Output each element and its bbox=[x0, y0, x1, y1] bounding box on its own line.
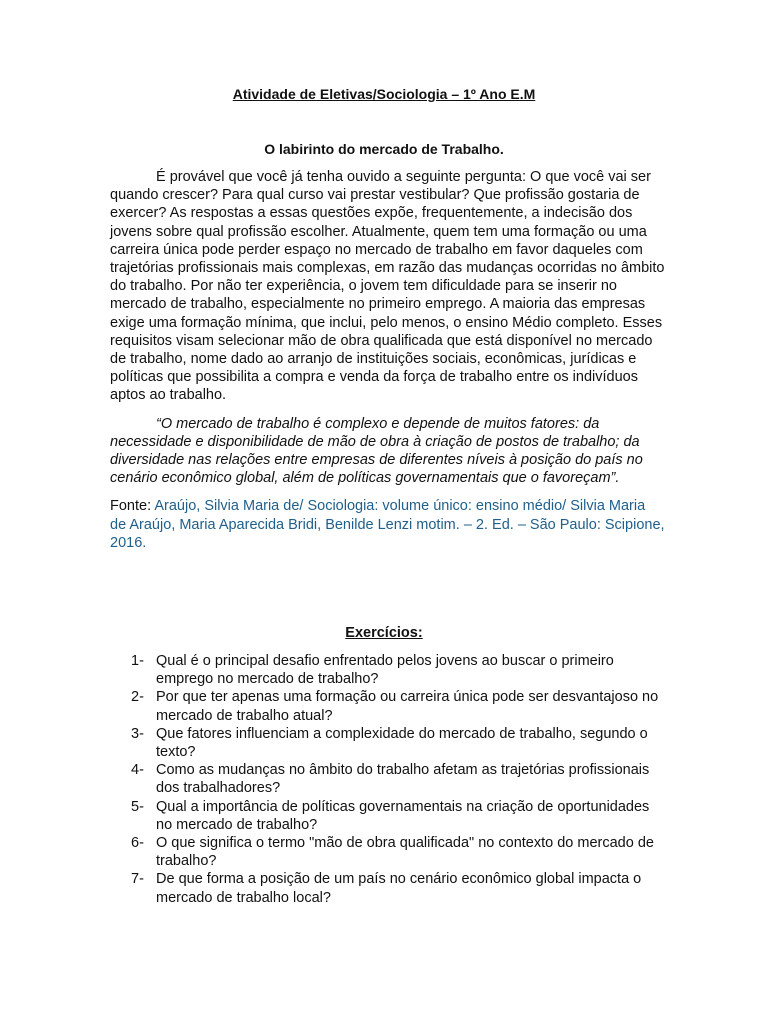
exercise-text: Por que ter apenas uma formação ou carreira única pode ser desvantajoso no mercado de trabalho atual? bbox=[156, 689, 659, 724]
quote-paragraph: “O mercado de trabalho é complexo e depende de muitos fatores: da necessidade e disponibilidade de mão de obra à criação de postos de trabalho; da diversidade nas relações entre empresas de diferentes níveis à posição do país no cenário econômico global, além de políticas governamentais que o favoreçam”. bbox=[110, 415, 643, 487]
exercise-item bbox=[110, 870, 665, 906]
exercise-number: 7- bbox=[131, 871, 144, 888]
exercise-number: 6- bbox=[131, 835, 144, 852]
exercises-list bbox=[110, 652, 665, 907]
exercise-text: Que fatores influenciam a complexidade do mercado de trabalho, segundo o texto? bbox=[156, 725, 648, 761]
exercises-title: Exercícios: bbox=[345, 625, 423, 641]
text-title: O labirinto do mercado de Trabalho. bbox=[264, 141, 504, 157]
exercise-number: 4- bbox=[131, 762, 144, 779]
exercise-number: 3- bbox=[131, 725, 144, 742]
exercise-item bbox=[110, 652, 665, 688]
source-end: . bbox=[142, 534, 147, 551]
exercise-text: O que significa o termo "mão de obra qualificada" no contexto do mercado de trabalho? bbox=[156, 835, 654, 870]
exercise-item bbox=[110, 725, 665, 761]
exercise-number: 1- bbox=[131, 653, 144, 669]
exercise-item bbox=[110, 688, 665, 724]
exercise-item bbox=[110, 761, 665, 797]
exercise-item bbox=[110, 834, 665, 870]
exercise-item bbox=[110, 798, 665, 834]
source-label: Fonte: bbox=[110, 498, 152, 515]
exercise-text: Qual é o principal desafio enfrentado pelos jovens ao buscar o primeiro emprego no mercado de trabalho? bbox=[156, 653, 614, 688]
exercise-number: 2- bbox=[131, 689, 144, 706]
exercise-text: Como as mudanças no âmbito do trabalho afetam as trajetórias profissionais dos trabalhadores? bbox=[156, 762, 650, 797]
main-paragraph: É provável que você já tenha ouvido a seguinte pergunta: O que você vai ser quando crescer? Para qual curso vai prestar vestibular? Que profissão gostaria de exercer? As respostas a essas questões expõe, frequentemente, a indecisão dos jovens sobre qual profissão escolher. Atualmente, quem tem uma formação ou uma carreira única pode perder espaço no mercado de trabalho em favor daqueles com trajetórias profissionais mais complexas, em razão das mudanças ocorridas no âmbito do trabalho. Por não ter experiência, o jovem tem dificuldade para se inserir no mercado de trabalho, especialmente no primeiro emprego. A maioria das empresas exige uma formação mínima, que inclui, pelo menos, o ensino Médio completo. Esses requisitos visam selecionar mão de obra qualificada que está disponível no mercado de trabalho, nome dado ao arranjo de instituições sociais, econômicas, jurídicas e políticas que possibilita a compra e venda da força de trabalho entre os indivíduos aptos ao trabalho. bbox=[110, 169, 665, 404]
source-citation bbox=[110, 497, 665, 552]
text-body bbox=[110, 168, 665, 552]
exercise-text: Qual a importância de políticas governamentais na criação de oportunidades no mercado de trabalho? bbox=[156, 798, 650, 833]
exercise-number: 5- bbox=[131, 798, 144, 815]
exercise-text: De que forma a posição de um país no cenário econômico global impacta o mercado de trabalho local? bbox=[156, 871, 642, 906]
page-title: Atividade de Eletivas/Sociologia – 1º Ano E.M bbox=[232, 86, 536, 102]
source-reference: Araújo, Silvia Maria de/ Sociologia: volume único: ensino médio/ Silvia Maria de Araújo, Maria Aparecida Bridi, Benilde Lenzi motim. – 2. Ed. – São Paulo: Scipione, 2016 bbox=[110, 498, 665, 551]
